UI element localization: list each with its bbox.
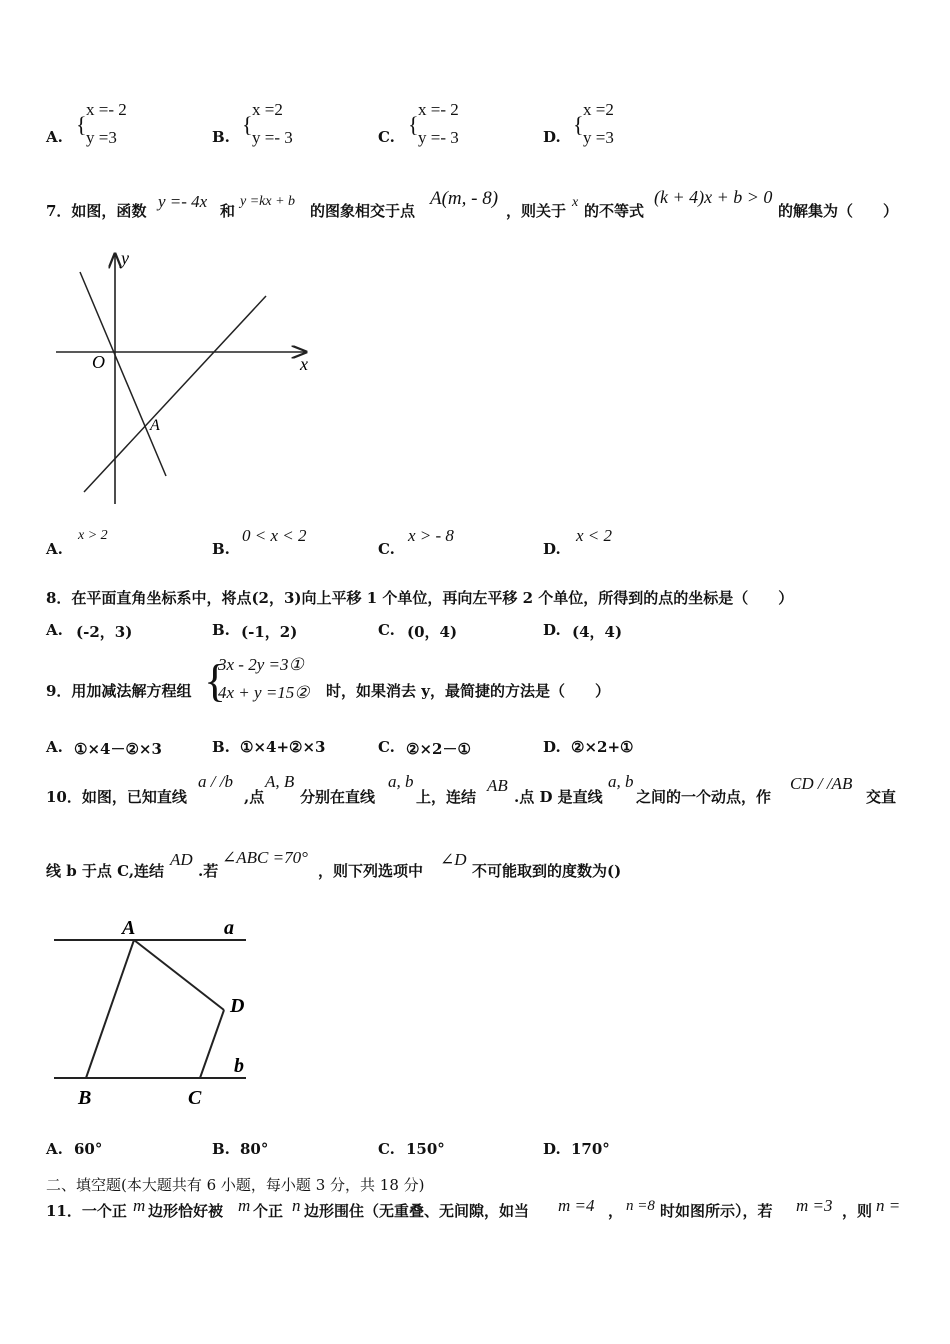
- q7-inequality: (k + 4)x + b > 0: [654, 187, 773, 207]
- q9-text: 时，如果消去 y，最简捷的方法是（ ）: [326, 682, 610, 700]
- option-letter: A.: [46, 1140, 63, 1158]
- label-a-point: A: [122, 917, 136, 939]
- section-heading: 二、填空题(本大题共有 6 小题，每小题 3 分，共 18 分): [46, 1176, 425, 1194]
- option-text: ①×4+②×3: [240, 738, 326, 756]
- q10-text: 交直: [866, 788, 897, 806]
- q10-math: ∠D: [440, 850, 467, 869]
- q10-text: 不可能取到的度数为(): [472, 862, 622, 880]
- q7-text: 的解集为（ ）: [778, 202, 899, 220]
- line-kx-b: [84, 296, 266, 492]
- brace: {: [76, 112, 87, 137]
- label-line-b: b: [234, 1055, 244, 1077]
- option-text: 170°: [571, 1140, 610, 1158]
- q10-text: ，则下列选项中: [318, 862, 424, 880]
- q7-func1: y =- 4x: [158, 192, 208, 211]
- option-text: (-1，2): [241, 623, 298, 641]
- option-letter: D.: [543, 1140, 561, 1158]
- segment-dc: [200, 1010, 224, 1078]
- q11-text: ，: [608, 1202, 624, 1220]
- q11-math: n =8: [626, 1198, 655, 1214]
- option-text: 0 < x < 2: [242, 526, 307, 545]
- brace: {: [242, 112, 253, 137]
- q10-text: .若: [198, 862, 219, 880]
- q11-text: 时如图所示），若: [660, 1202, 773, 1220]
- q7-text: 和: [220, 202, 236, 220]
- q10-math: AD: [170, 850, 193, 869]
- system-eq-y: y =- 3: [252, 128, 293, 147]
- q10-math: a, b: [388, 772, 414, 791]
- q11-text: ，则: [842, 1202, 873, 1220]
- q11-math: m: [238, 1196, 251, 1215]
- option-text: ②×2－①: [406, 740, 471, 758]
- option-letter: B.: [212, 128, 230, 146]
- label-c-point: C: [188, 1087, 202, 1109]
- option-letter: B.: [212, 621, 230, 639]
- q11-text: 个正: [253, 1202, 284, 1220]
- option-text: (0，4): [407, 623, 458, 641]
- option-letter: D.: [543, 128, 561, 146]
- q7-text: 的图象相交于点: [310, 202, 416, 220]
- q11-math: n =: [876, 1196, 901, 1215]
- q10-figure: [48, 912, 258, 1112]
- option-letter: C.: [378, 128, 395, 146]
- segment-ab: [86, 940, 134, 1078]
- option-letter: C.: [378, 540, 395, 558]
- q7-text: 的不等式: [584, 202, 645, 220]
- q10-text: 之间的一个动点，作: [636, 788, 772, 806]
- option-letter: C.: [378, 1140, 395, 1158]
- point-a-label: A: [150, 417, 160, 434]
- y-axis-label: y: [121, 248, 129, 268]
- line-y-neg4x: [80, 272, 166, 476]
- option-letter: A.: [46, 621, 63, 639]
- q11-math: m: [133, 1196, 146, 1215]
- x-axis-label: x: [300, 354, 308, 374]
- q10-text: 上，连结: [416, 788, 477, 806]
- q9-text: 9．用加减法解方程组: [46, 682, 192, 700]
- q8-text: 8．在平面直角坐标系中，将点(2，3)向上平移 1 个单位，再向左平移 2 个单位，所得到的点的坐标是（ ）: [46, 589, 794, 607]
- option-text: x < 2: [576, 526, 613, 545]
- q10-text: ,点: [244, 788, 265, 806]
- q11-text: 11．一个正: [46, 1202, 127, 1220]
- q7-var: x: [572, 195, 579, 210]
- q11-math: n: [292, 1196, 301, 1215]
- option-letter: C.: [378, 621, 395, 639]
- option-text: (-2，3): [76, 623, 133, 641]
- option-letter: A.: [46, 738, 63, 756]
- q10-math: CD / /AB: [790, 774, 853, 793]
- system-eq-y: y =3: [86, 128, 117, 147]
- q7-func2: y =kx + b: [240, 194, 296, 209]
- q7-text: ，则关于: [506, 202, 567, 220]
- option-text: 80°: [240, 1140, 269, 1158]
- brace: {: [573, 112, 584, 137]
- option-letter: B.: [212, 1140, 230, 1158]
- brace: {: [408, 112, 419, 137]
- option-letter: C.: [378, 738, 395, 756]
- option-letter: D.: [543, 738, 561, 756]
- option-text: 60°: [74, 1140, 103, 1158]
- option-letter: B.: [212, 540, 230, 558]
- q9-eq1: 3x - 2y =3①: [218, 655, 304, 674]
- option-letter: A.: [46, 540, 63, 558]
- q11-math: m =3: [796, 1196, 833, 1215]
- system-eq-x: x =2: [583, 100, 614, 119]
- option-letter: A.: [46, 128, 63, 146]
- q11-math: m =4: [558, 1196, 595, 1215]
- option-text: ②×2+①: [571, 738, 634, 756]
- brace: {: [204, 655, 227, 706]
- option-text: ①×4－②×3: [74, 740, 162, 758]
- option-letter: D.: [543, 540, 561, 558]
- q11-text: 边形恰好被: [148, 1202, 224, 1220]
- label-line-a: a: [224, 917, 234, 939]
- q7-graph: [48, 246, 318, 508]
- option-letter: D.: [543, 621, 561, 639]
- q10-text: 10．如图，已知直线: [46, 788, 187, 806]
- q10-math: a / /b: [198, 772, 233, 791]
- origin-label: O: [92, 352, 105, 372]
- system-eq-y: y =3: [583, 128, 614, 147]
- q10-math: AB: [487, 776, 508, 795]
- q7-point: A(m, - 8): [430, 188, 499, 209]
- option-text: 150°: [406, 1140, 445, 1158]
- option-text: x > 2: [78, 528, 108, 543]
- system-eq-x: x =2: [252, 100, 283, 119]
- q11-text: 边形围住（无重叠、无间隙，如当: [304, 1202, 530, 1220]
- system-eq-x: x =- 2: [418, 100, 459, 119]
- option-text: (4，4): [572, 623, 623, 641]
- system-eq-x: x =- 2: [86, 100, 127, 119]
- label-b-point: B: [78, 1087, 92, 1109]
- q10-math: A, B: [265, 772, 295, 791]
- q10-text: 线 b 于点 C,连结: [46, 862, 165, 880]
- q10-math: a, b: [608, 772, 634, 791]
- q10-math: ∠ABC =70°: [222, 848, 308, 867]
- q9-eq2: 4x + y =15②: [218, 683, 310, 702]
- label-d-point: D: [230, 995, 245, 1017]
- q10-text: 分别在直线: [300, 788, 376, 806]
- option-text: x > - 8: [408, 526, 454, 545]
- q7-text: 7．如图，函数: [46, 202, 147, 220]
- option-letter: B.: [212, 738, 230, 756]
- system-eq-y: y =- 3: [418, 128, 459, 147]
- segment-ad: [134, 940, 224, 1010]
- q10-text: .点 D 是直线: [514, 788, 603, 806]
